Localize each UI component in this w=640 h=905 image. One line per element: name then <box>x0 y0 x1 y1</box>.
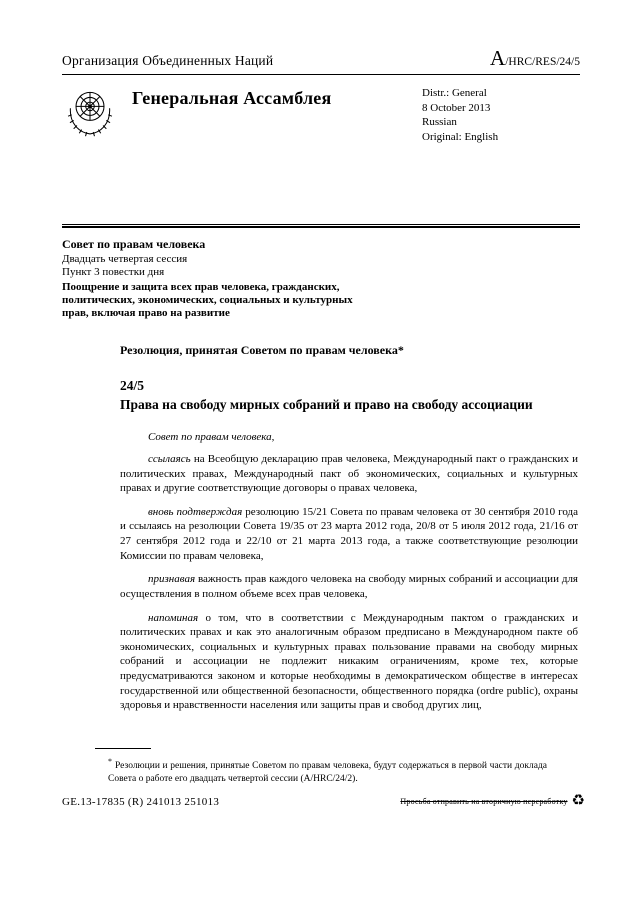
paragraph <box>120 611 578 713</box>
paragraph <box>120 572 578 601</box>
masthead-top-row <box>62 48 580 75</box>
recycle-icon: ♻ <box>571 793 585 809</box>
paragraph-text: резолюцию 15/21 Совета по правам человека от 30 сентября 2010 года и ссылаясь на резолюции Совета 19/35 от 23 марта 2012 года, 20/8 от 5 июля 2012 года, 21/16 от 27 сентября 2012 года и 22/10 от 21 марта 2013 года, а также соответствующие резолюции Комиссии по правам человека, <box>120 505 579 562</box>
session-block <box>62 237 372 320</box>
recycle-note: Просьба отправить на вторичную переработку <box>400 797 568 806</box>
paragraph-text: на Всеобщую декларацию прав человека, Международный пакт о гражданских и политических правах, Международный пакт об экономических, социальных и культурных правах и другие соответствующие договоры о правах человека, <box>120 452 578 495</box>
date-line: 8 October 2013 <box>422 101 491 114</box>
section-divider <box>62 224 580 228</box>
recycle-mark <box>400 794 585 809</box>
agenda-title: Поощрение и защита всех прав человека, гражданских, политических, экономических, социальных и культурных прав, включая право на развитие <box>62 281 353 320</box>
paragraph <box>120 452 578 496</box>
resolution-title: Права на свободу мирных собраний и право на свободу ассоциации <box>120 397 533 412</box>
masthead-left <box>62 84 331 140</box>
resolution-body <box>120 343 578 722</box>
language-line: Russian <box>422 116 457 129</box>
agenda-item: Пункт 3 повестки дня <box>62 266 165 279</box>
page-footer <box>62 794 585 809</box>
paragraph-lead: вновь подтверждая <box>148 505 243 518</box>
opening-line: Совет по правам человека, <box>148 430 275 443</box>
footnote-marker: * <box>108 757 112 766</box>
un-emblem-icon <box>62 84 118 140</box>
footnote-text: Резолюции и решения, принятые Советом по правам человека, будут содержаться в первой части доклада Совета о работе его двадцать четвертой сессии (A/HRC/24/2). <box>108 761 547 785</box>
footnote-block <box>95 748 547 787</box>
council-name: Совет по правам человека <box>62 237 206 251</box>
original-line: Original: English <box>422 130 499 143</box>
paragraph-text: о том, что в соответствии с Международным пактом о гражданских и политических правах и как это аналогичным образом предписано в Международном пакте об экономических, социальных и культурных правах пользование правами на свободу мирных собраний и ассоциации не подлежит никаким ограничениям, кроме тех, которые предусматриваются законом и которые необходимы в демократическом обществе в интересах государственной или общественной безопасности, общественного порядка (ordre public), охраны здоровья и нравственности населения или защиты прав и свобод других лиц, <box>120 611 578 712</box>
paragraph-text: важность прав каждого человека на свободу мирных собраний и ассоциации для осуществления в полном объеме всех прав человека, <box>120 573 578 600</box>
resolution-number: 24/5 <box>120 378 145 393</box>
session-number: Двадцать четвертая сессия <box>62 253 188 266</box>
paragraph-lead: напоминая <box>148 611 199 624</box>
resolution-heading: Резолюция, принятая Советом по правам человека* <box>120 343 404 357</box>
document-symbol-letter: A <box>490 46 506 70</box>
masthead <box>62 84 580 144</box>
footnote-text-wrap <box>95 756 547 787</box>
paragraph-lead: ссылаясь <box>148 452 191 465</box>
org-name: Организация Объединенных Наций <box>62 53 274 68</box>
document-symbol <box>490 48 580 69</box>
assembly-title: Генеральная Ассамблея <box>132 88 332 108</box>
document-symbol-rest: /HRC/RES/24/5 <box>505 56 580 68</box>
paragraph <box>120 505 578 564</box>
distr-line: Distr.: General <box>422 87 487 99</box>
footnote-separator <box>95 748 151 749</box>
document-reference: GE.13-17835 (R) 241013 251013 <box>62 795 220 808</box>
distribution-block <box>422 86 580 144</box>
paragraph-lead: признавая <box>148 573 196 586</box>
